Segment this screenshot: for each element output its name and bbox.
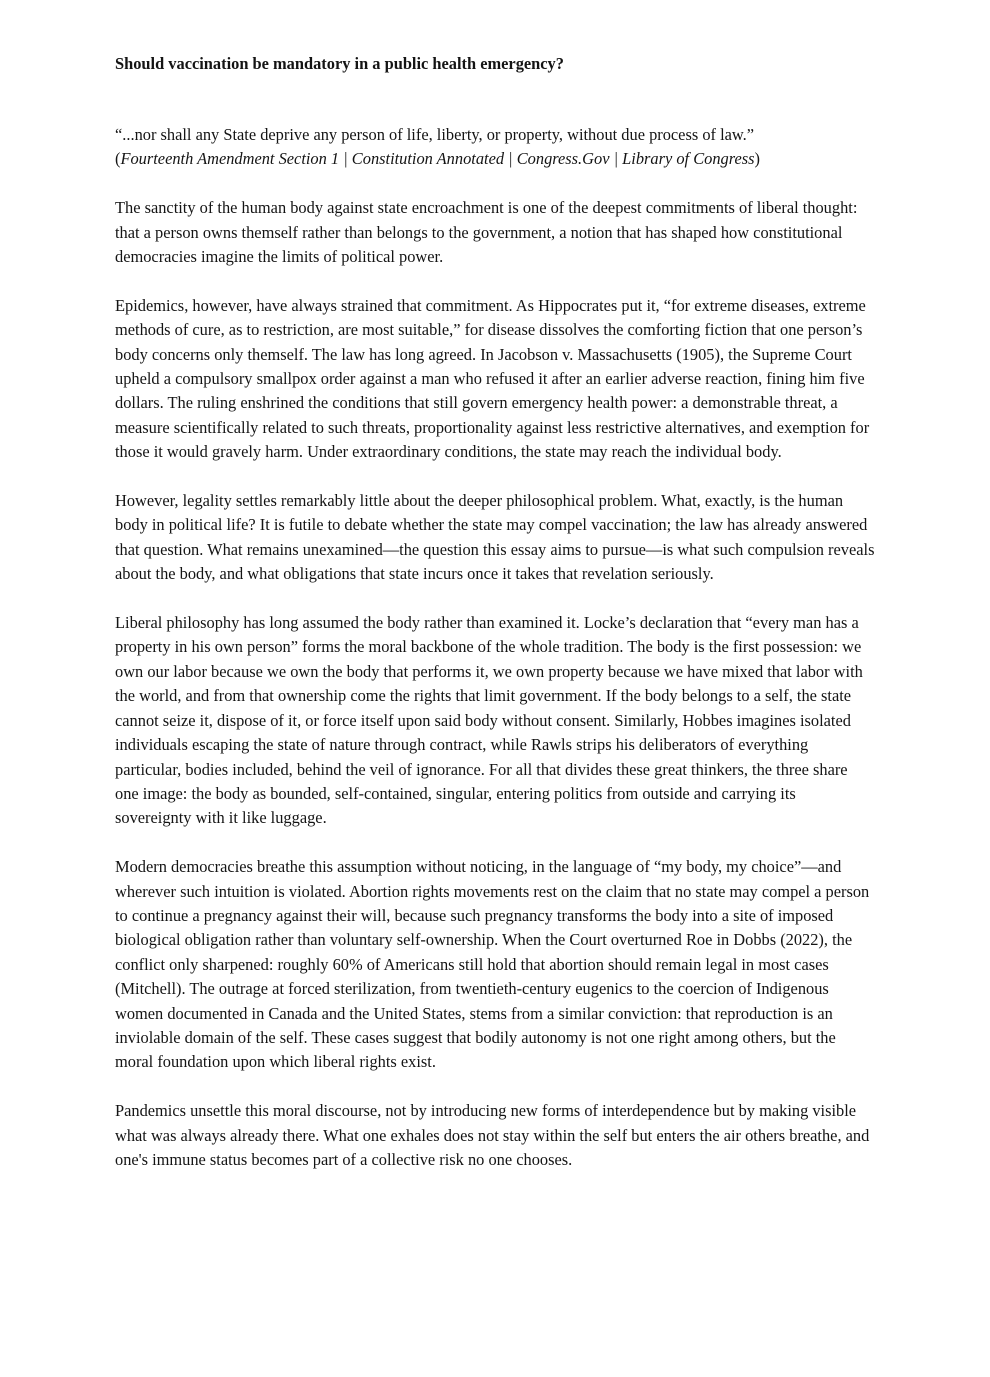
epigraph-close-paren: ) xyxy=(754,149,760,169)
document-title: Should vaccination be mandatory in a public health emergency? xyxy=(115,54,564,73)
body-paragraph: However, legality settles remarkably little about the deeper philosophical problem. What, exactly, is the human body in political life? It is futile to debate whether the state may compel vaccination; the law has already answered that question. What remains unexamined—the question this essay aims to pursue—is what such compulsion reveals about the body, and what obligations that state incurs once it takes that revelation seriously. xyxy=(115,491,875,584)
body-paragraph: Modern democracies breathe this assumption without noticing, in the language of “my body, my choice”—and wherever such intuition is violated. Abortion rights movements rest on the claim that no state may compel a person to continue a pregnancy against their will, because such pregnancy transforms the body into a site of imposed biological obligation rather than voluntary self-ownership. When the Court overturned Roe in Dobbs (2022), the conflict only sharpened: roughly 60% of Americans still hold that abortion should remain legal in most cases (Mitchell). The outrage at forced sterilization, from twentieth-century eugenics to the coercion of Indigenous women documented in Canada and the United States, stems from a similar conviction: that reproduction is an inviolable domain of the self. These cases suggest that bodily autonomy is not one right among others, but the moral foundation upon which liberal rights exist. xyxy=(115,857,870,1072)
epigraph-quote: “...nor shall any State deprive any person of life, liberty, or property, without due process of law.” xyxy=(115,125,755,144)
body-paragraph: Liberal philosophy has long assumed the body rather than examined it. Locke’s declaration that “every man has a property in his own person” forms the moral backbone of the whole tradition. The body is the first possession: we own our labor because we own the body that performs it, we own property because we have mixed that labor with the world, and from that ownership come the rights that limit government. If the body belongs to a self, the state cannot seize it, dispose of it, or force itself upon said body without consent. Similarly, Hobbes imagines isolated individuals escaping the state of nature through contract, while Rawls strips his deliberators of everything particular, bodies included, behind the veil of ignorance. For all that divides these great thinkers, the three share one image: the body as bounded, self-contained, singular, entering politics from outside and carrying its sovereignty with it like luggage. xyxy=(115,613,863,828)
body-paragraph: The sanctity of the human body against state encroachment is one of the deepest commitments of liberal thought: that a person owns themself rather than belongs to the government, a notion that has shaped how constitutional democracies imagine the limits of political power. xyxy=(115,198,858,267)
document-page xyxy=(115,52,875,1172)
epigraph-citation: Fourteenth Amendment Section 1 | Constitution Annotated | Congress.Gov | Library of Congress xyxy=(120,149,755,169)
epigraph-open-paren: ( xyxy=(115,149,121,169)
epigraph xyxy=(115,123,875,172)
body-paragraph: Epidemics, however, have always strained that commitment. As Hippocrates put it, “for extreme diseases, extreme methods of cure, as to restriction, are most suitable,” for disease dissolves the comforting fiction that one person’s body concerns only themself. The law has long agreed. In Jacobson v. Massachusetts (1905), the Supreme Court upheld a compulsory smallpox order against a man who refused it after an earlier adverse reaction, fining him five dollars. The ruling enshrined the conditions that still govern emergency health power: a demonstrable threat, a measure scientifically related to such threats, proportionality against less restrictive alternatives, and exemption for those it would gravely harm. Under extraordinary conditions, the state may reach the individual body. xyxy=(115,295,870,462)
body-paragraph: Pandemics unsettle this moral discourse, not by introducing new forms of interdependence but by making visible what was always already there. What one exhales does not stay within the self but enters the air others breathe, and one's immune status becomes part of a collective risk no one chooses. xyxy=(115,1101,870,1169)
